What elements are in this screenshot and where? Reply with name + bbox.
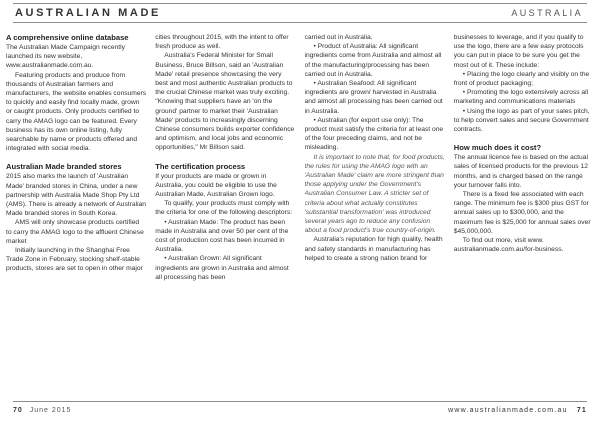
column-1 (6, 33, 146, 395)
paragraph: The annual licence fee is based on the actual sales of licensed products for the previous 12 months, and is charged based on the range your turnover falls into. (453, 154, 588, 189)
bullet-paragraph: • Placing the logo clearly and visibly on the front of product packaging; (453, 70, 590, 88)
paragraph: There is a fixed fee associated with each range. The minimum fee is $300 plus GST for annual sales up to $300,000, and the maximum fee is $25,000 for annual sales over $45,000,000. (453, 191, 591, 235)
bullet-paragraph: • Australian Seafood: All significant ingredients are grown/ harvested in Australia and almost all processing has been carried out in Australia. (304, 80, 443, 115)
paragraph: Australia's Federal Minister for Small Business, Bruce Billson, said an 'Australian Made' retail presence showcasing the very best and most authentic Australian products to the crucial Chinese market was truly exciting. "Knowing that suppliers have an 'on the ground' partner to market their 'Australian Made' products to increasingly discerning Chinese consumers builds exporter confidence and optimism, and local jobs and economic opportunities," Mr Billson said. (155, 52, 295, 152)
issue-date: June 2015 (29, 407, 72, 414)
website-url: www.australianmade.com.au (448, 407, 568, 414)
section-heading: Australian Made branded stores (6, 162, 122, 172)
footer-right (448, 407, 587, 414)
paragraph: cities throughout 2015, with the intent to offer fresh produce as well. (155, 34, 289, 51)
paragraph: To qualify, your products must comply with the criteria for one of the following descriptors: (155, 200, 293, 217)
footer-left (13, 407, 71, 414)
bullet-paragraph: • Australian Grown: All significant ingredients are grown in Australia and almost all processing has been (155, 255, 289, 281)
column-3 (305, 33, 445, 395)
country-label: AUSTRALIA (511, 8, 583, 18)
magazine-section-title: AUSTRALIAN MADE (15, 7, 161, 19)
paragraph: Featuring products and produce from thousands of Australian farmers and manufacturers, the website enables consumers to quickly and easily find locally made, grown or caught products. Only products certified to carry the AMAG logo can be featured. Every business has its own online listing, fully searchable by name or products offered and integrated with social media. (6, 71, 147, 153)
paragraph: Initially launching in the Shanghai Free Trade Zone in February, stocking shelf-stable products, stores are set to open in other major (6, 247, 143, 273)
column-2 (155, 33, 295, 395)
section-heading: How much does it cost? (453, 143, 542, 153)
paragraph: If your products are made or grown in Australia, you could be eligible to use the Australian Made, Australian Grown logo. (155, 172, 277, 199)
italic-note: It is important to note that, for food products, the rules for using the AMAG logo with an 'Australian Made' claim are more stringent than those applying under the Government's Australian Consumer Law. A stricter set of criteria about what actually constitutes 'substantial transformation' was introduced several years ago to reduce any confusion about a food product's true country-of-origin. (304, 153, 445, 235)
bullet-paragraph: • Promoting the logo extensively across all marketing and communications materials (453, 89, 589, 106)
paragraph: The Australian Made Campaign recently launched its new website, www.australianmade.com.au. (6, 44, 125, 70)
page-number-left: 70 (13, 407, 23, 414)
paragraph: businesses to leverage, and if you qualify to use the logo, there are a few easy protocols you can put in place to be sure you get the most out of it. These include: (453, 34, 584, 69)
page-footer (13, 401, 587, 417)
paragraph: To find out more, visit www. australianmade.com.au/for-business. (453, 237, 564, 254)
section-heading: The certification process (155, 161, 246, 171)
bullet-paragraph: • Australian Made: The product has been made in Australia and over 50 per cent of the cost of production cost has been incurred in Australia. (155, 218, 289, 254)
section-heading: A comprehensive online database (6, 33, 129, 42)
bullet-paragraph: • Using the logo as part of your sales pitch, to help convert sales and secure Government contracts. (453, 107, 590, 134)
page-number-right: 71 (576, 407, 587, 414)
paragraph: 2015 also marks the launch of 'Australian Made' branded stores in China, under a new partnership with Australia Made Shop Pty Ltd (AMS). There is already a network of Australian Made branded stores in South Korea. (6, 173, 147, 218)
column-4 (454, 33, 594, 395)
page-header (13, 3, 587, 23)
bullet-paragraph: • Product of Australia: All significant ingredients come from Australia and almost all of the manufacturing/processing has been carried out in Australia. (304, 43, 442, 78)
paragraph: Australia's reputation for high quality, health and safety standards in manufacturing has helped to create a strong nation brand for (304, 236, 443, 262)
paragraph: carried out in Australia. (304, 34, 373, 41)
article-body (6, 33, 594, 395)
bullet-paragraph: • Australian (for export use only): The product must satisfy the criteria for at least one of the four preceding claims, and not be misleading. (304, 116, 444, 152)
paragraph: AMS will only showcase products certified to carry the AMAG logo to the affluent Chinese market (6, 219, 144, 245)
